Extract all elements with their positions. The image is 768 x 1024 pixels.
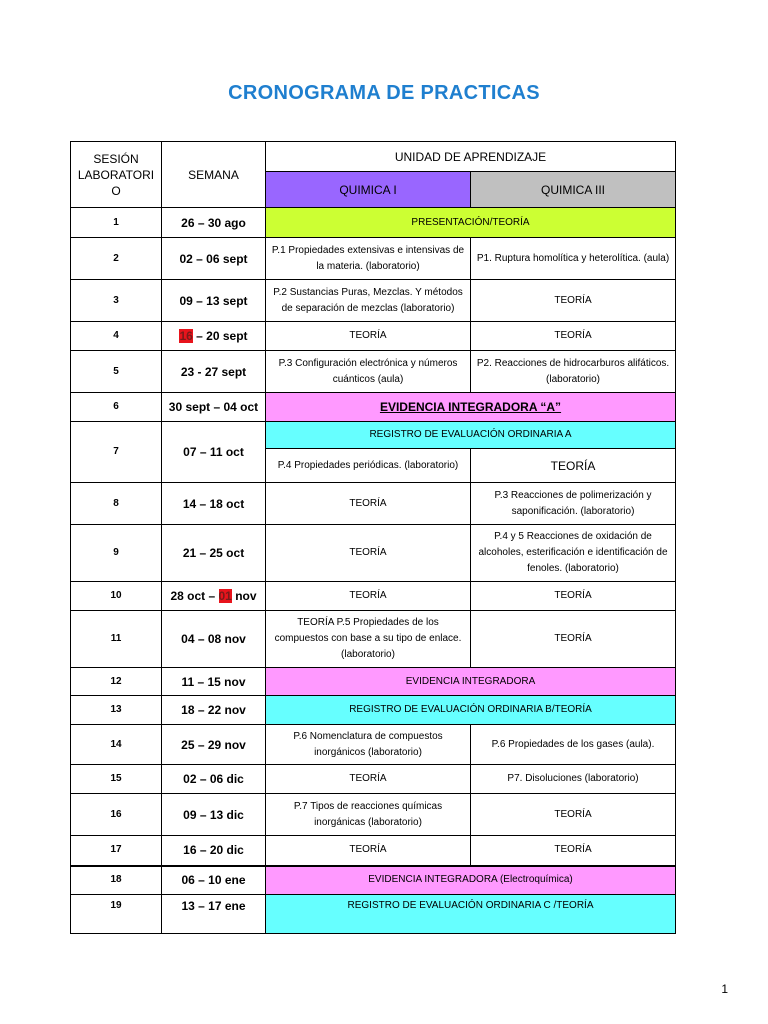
week-dates: 09 – 13 sept xyxy=(162,280,266,322)
table-row xyxy=(71,422,676,449)
date-text: 28 oct – xyxy=(170,589,219,603)
quimica-3-activity: P.6 Propiedades de los gases (aula). xyxy=(471,725,676,765)
week-dates: 23 - 27 sept xyxy=(162,351,266,393)
table-row xyxy=(71,696,676,725)
quimica-3-activity: TEORÍA xyxy=(471,582,676,611)
table-row xyxy=(71,668,676,696)
week-dates: 30 sept – 04 oct xyxy=(162,393,266,422)
quimica-1-activity: TEORÍA xyxy=(266,483,471,525)
merged-activity: REGISTRO DE EVALUACIÓN ORDINARIA C /TEORÍA xyxy=(266,895,676,934)
week-dates: 11 – 15 nov xyxy=(162,668,266,696)
session-number: 6 xyxy=(71,393,162,422)
table-row xyxy=(71,836,676,866)
session-number: 9 xyxy=(71,525,162,582)
session-number: 17 xyxy=(71,836,162,866)
table-row xyxy=(71,525,676,582)
week-dates: 07 – 11 oct xyxy=(162,422,266,483)
session-number: 10 xyxy=(71,582,162,611)
session-number: 13 xyxy=(71,696,162,725)
table-row xyxy=(71,483,676,525)
quimica-3-activity: TEORÍA xyxy=(471,322,676,351)
week-dates: 26 – 30 ago xyxy=(162,208,266,238)
table-row xyxy=(71,351,676,393)
week-dates: 13 – 17 ene xyxy=(162,895,266,934)
date-text: nov xyxy=(231,589,257,603)
quimica-1-activity: TEORÍA xyxy=(266,525,471,582)
table-row xyxy=(71,280,676,322)
week-dates: 21 – 25 oct xyxy=(162,525,266,582)
quimica-1-activity: TEORÍA xyxy=(266,836,471,866)
table-row xyxy=(71,866,676,895)
week-dates: 02 – 06 dic xyxy=(162,765,266,794)
table-row xyxy=(71,765,676,794)
table-row xyxy=(71,238,676,280)
session-number: 1 xyxy=(71,208,162,238)
merged-activity: EVIDENCIA INTEGRADORA “A” xyxy=(266,393,676,422)
table-row xyxy=(71,611,676,668)
table-row xyxy=(71,582,676,611)
merged-activity: REGISTRO DE EVALUACIÓN ORDINARIA A xyxy=(266,422,676,449)
week-dates: 14 – 18 oct xyxy=(162,483,266,525)
table-row xyxy=(71,393,676,422)
header-quimica-1: QUIMICA I xyxy=(266,172,471,208)
session-number: 14 xyxy=(71,725,162,765)
quimica-3-activity: TEORÍA xyxy=(471,836,676,866)
session-number: 15 xyxy=(71,765,162,794)
merged-activity: EVIDENCIA INTEGRADORA xyxy=(266,668,676,696)
page-title: CRONOGRAMA DE PRACTICAS xyxy=(228,82,540,104)
merged-activity: PRESENTACIÓN/TEORÍA xyxy=(266,208,676,238)
week-dates xyxy=(162,582,266,611)
session-number: 19 xyxy=(71,895,162,934)
quimica-3-activity: TEORÍA xyxy=(471,280,676,322)
week-dates xyxy=(162,322,266,351)
header-semana: SEMANA xyxy=(162,142,266,208)
date-text: – 20 sept xyxy=(192,329,248,343)
table-row xyxy=(71,322,676,351)
quimica-1-activity: P.2 Sustancias Puras, Mezclas. Y métodos de separación de mezclas (laboratorio) xyxy=(266,280,471,322)
quimica-3-activity: TEORÍA xyxy=(471,611,676,668)
week-dates: 04 – 08 nov xyxy=(162,611,266,668)
header-sesion: SESIÓN LABORATORI O xyxy=(71,142,162,208)
session-number: 7 xyxy=(71,422,162,483)
quimica-1-activity: P.7 Tipos de reacciones químicas inorgánicas (laboratorio) xyxy=(266,794,471,836)
merged-activity: EVIDENCIA INTEGRADORA (Electroquímica) xyxy=(266,866,676,895)
session-number: 4 xyxy=(71,322,162,351)
table-row xyxy=(71,725,676,765)
session-number: 5 xyxy=(71,351,162,393)
header-unidad: UNIDAD DE APRENDIZAJE xyxy=(266,142,676,172)
week-dates: 02 – 06 sept xyxy=(162,238,266,280)
quimica-3-activity: P1. Ruptura homolítica y heterolítica. (aula) xyxy=(471,238,676,280)
header-quimica-3: QUIMICA III xyxy=(471,172,676,208)
session-number: 12 xyxy=(71,668,162,696)
date-highlight: 16 xyxy=(179,329,193,343)
session-number: 3 xyxy=(71,280,162,322)
quimica-3-activity: P.3 Reacciones de polimerización y saponificación. (laboratorio) xyxy=(471,483,676,525)
merged-activity: REGISTRO DE EVALUACIÓN ORDINARIA B/TEORÍA xyxy=(266,696,676,725)
week-dates: 09 – 13 dic xyxy=(162,794,266,836)
quimica-1-activity: TEORÍA xyxy=(266,582,471,611)
date-highlight: 01 xyxy=(218,589,232,603)
quimica-3-activity: TEORÍA xyxy=(471,794,676,836)
quimica-3-activity: P2. Reacciones de hidrocarburos alifáticos. (laboratorio) xyxy=(471,351,676,393)
week-dates: 16 – 20 dic xyxy=(162,836,266,866)
quimica-3-activity: P7. Disoluciones (laboratorio) xyxy=(471,765,676,794)
session-number: 8 xyxy=(71,483,162,525)
table-row xyxy=(71,895,676,934)
quimica-1-activity: TEORÍA P.5 Propiedades de los compuestos con base a su tipo de enlace. (laboratorio) xyxy=(266,611,471,668)
quimica-3-activity: P.4 y 5 Reacciones de oxidación de alcoholes, esterificación e identificación de fenoles. (laboratorio) xyxy=(471,525,676,582)
session-number: 18 xyxy=(71,866,162,895)
quimica-1-activity: P.4 Propiedades periódicas. (laboratorio) xyxy=(266,449,471,483)
schedule-table xyxy=(70,141,676,934)
quimica-1-activity: P.1 Propiedades extensivas e intensivas de la materia. (laboratorio) xyxy=(266,238,471,280)
quimica-1-activity: P.3 Configuración electrónica y números cuánticos (aula) xyxy=(266,351,471,393)
quimica-1-activity: TEORÍA xyxy=(266,765,471,794)
session-number: 11 xyxy=(71,611,162,668)
table-row xyxy=(71,794,676,836)
week-dates: 18 – 22 nov xyxy=(162,696,266,725)
session-number: 2 xyxy=(71,238,162,280)
quimica-1-activity: P.6 Nomenclatura de compuestos inorgánicos (laboratorio) xyxy=(266,725,471,765)
table-row xyxy=(71,208,676,238)
quimica-1-activity: TEORÍA xyxy=(266,322,471,351)
quimica-3-activity: TEORÍA xyxy=(471,449,676,483)
session-number: 16 xyxy=(71,794,162,836)
page-number: 1 xyxy=(721,982,728,996)
week-dates: 25 – 29 nov xyxy=(162,725,266,765)
week-dates: 06 – 10 ene xyxy=(162,866,266,895)
